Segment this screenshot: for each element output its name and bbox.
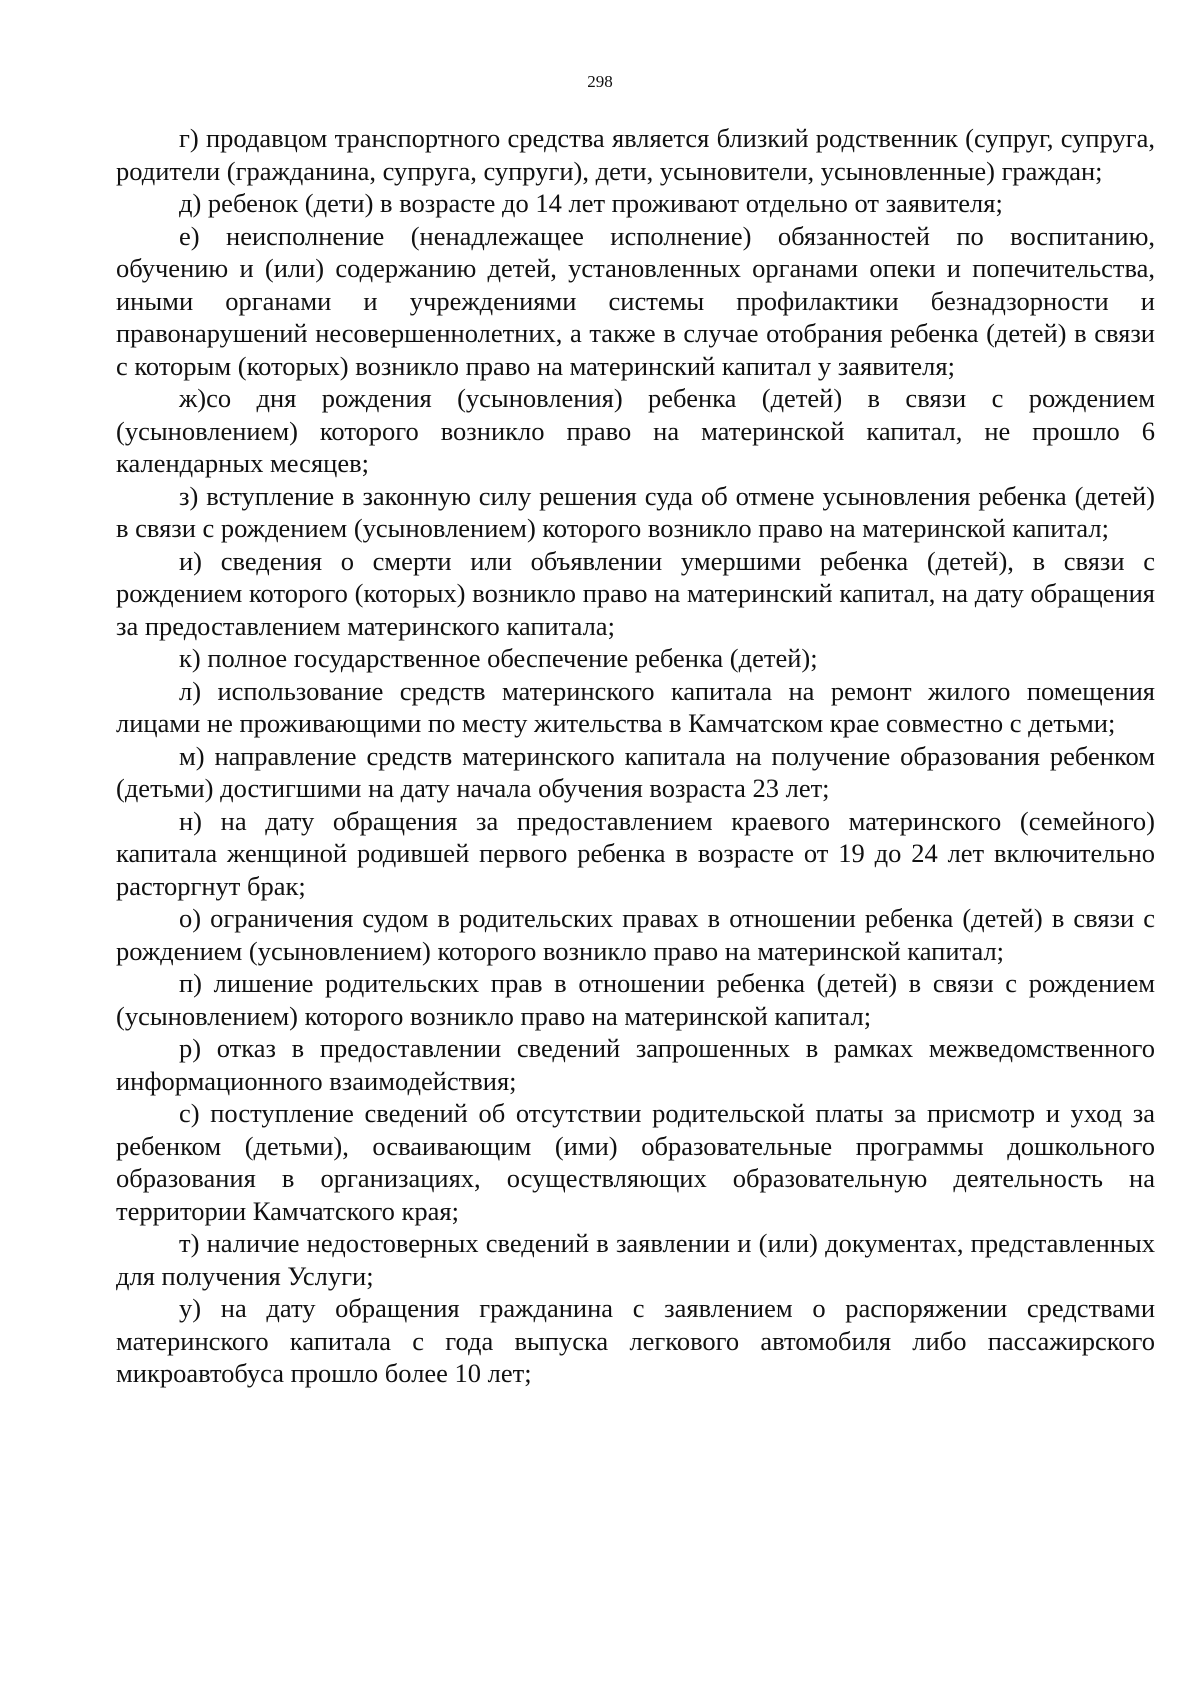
paragraph-p: п) лишение родительских прав в отношении ребенка (детей) в связи с рождением (усыновлением) которого возникло право на материнской капитал; bbox=[116, 968, 1155, 1031]
paragraph-g: г) продавцом транспортного средства является близкий родственник (супруг, супруга, родители (гражданина, супруга, супруги), дети, усыновители, усыновленные) граждан; bbox=[116, 123, 1155, 186]
paragraph-e: е) неисполнение (ненадлежащее исполнение) обязанностей по воспитанию, обучению и (или) содержанию детей, установленных органами опеки и попечительства, иными органами и учреждениями системы профилактики безнадзорности и правонарушений несовершеннолетних, а также в случае отобрания ребенка (детей) в связи с которым (которых) возникло право на материнский капитал у заявителя; bbox=[116, 220, 1155, 381]
paragraph-u: у) на дату обращения гражданина с заявлением о распоряжении средствами материнского капитала с года выпуска легкового автомобиля либо пассажирского микроавтобуса прошло более 10 лет; bbox=[116, 1293, 1155, 1388]
paragraph-l: л) использование средств материнского капитала на ремонт жилого помещения лицами не проживающими по месту жительства в Камчатском крае совместно с детьми; bbox=[116, 675, 1155, 738]
page-number: 298 bbox=[587, 72, 613, 91]
paragraph-z: з) вступление в законную силу решения суда об отмене усыновления ребенка (детей) в связи с рождением (усыновлением) которого возникло право на материнской капитал; bbox=[116, 480, 1155, 543]
paragraph-t: т) наличие недостоверных сведений в заявлении и (или) документах, представленных для получения Услуги; bbox=[116, 1228, 1155, 1291]
paragraph-k: к) полное государственное обеспечение ребенка (детей); bbox=[179, 643, 818, 673]
paragraph-d: д) ребенок (дети) в возрасте до 14 лет проживают отдельно от заявителя; bbox=[179, 188, 1003, 218]
paragraph-i: и) сведения о смерти или объявлении умершими ребенка (детей), в связи с рождением которого (которых) возникло право на материнский капитал, на дату обращения за предоставлением материнского капитала; bbox=[116, 545, 1155, 641]
paragraph-m: м) направление средств материнского капитала на получение образования ребенком (детьми) достигшими на дату начала обучения возраста 23 лет; bbox=[116, 740, 1155, 803]
paragraph-r: р) отказ в предоставлении сведений запрошенных в рамках межведомственного информационного взаимодействия; bbox=[116, 1033, 1155, 1096]
paragraph-s: с) поступление сведений об отсутствии родительской платы за присмотр и уход за ребенком (детьми), осваивающим (ими) образовательные программы дошкольного образования в организациях, осуществляющих образовательную деятельность на территории Камчатского края; bbox=[116, 1098, 1155, 1226]
paragraph-zh: ж)со дня рождения (усыновления) ребенка (детей) в связи с рождением (усыновлением) которого возникло право на материнской капитал, не прошло 6 календарных месяцев; bbox=[116, 383, 1155, 478]
paragraph-o: о) ограничения судом в родительских правах в отношении ребенка (детей) в связи с рождением (усыновлением) которого возникло право на материнской капитал; bbox=[116, 903, 1155, 966]
document-body bbox=[116, 122, 1155, 1390]
paragraph-n: н) на дату обращения за предоставлением краевого материнского (семейного) капитала женщиной родившей первого ребенка в возрасте от 19 до 24 лет включительно расторгнут брак; bbox=[116, 805, 1155, 901]
